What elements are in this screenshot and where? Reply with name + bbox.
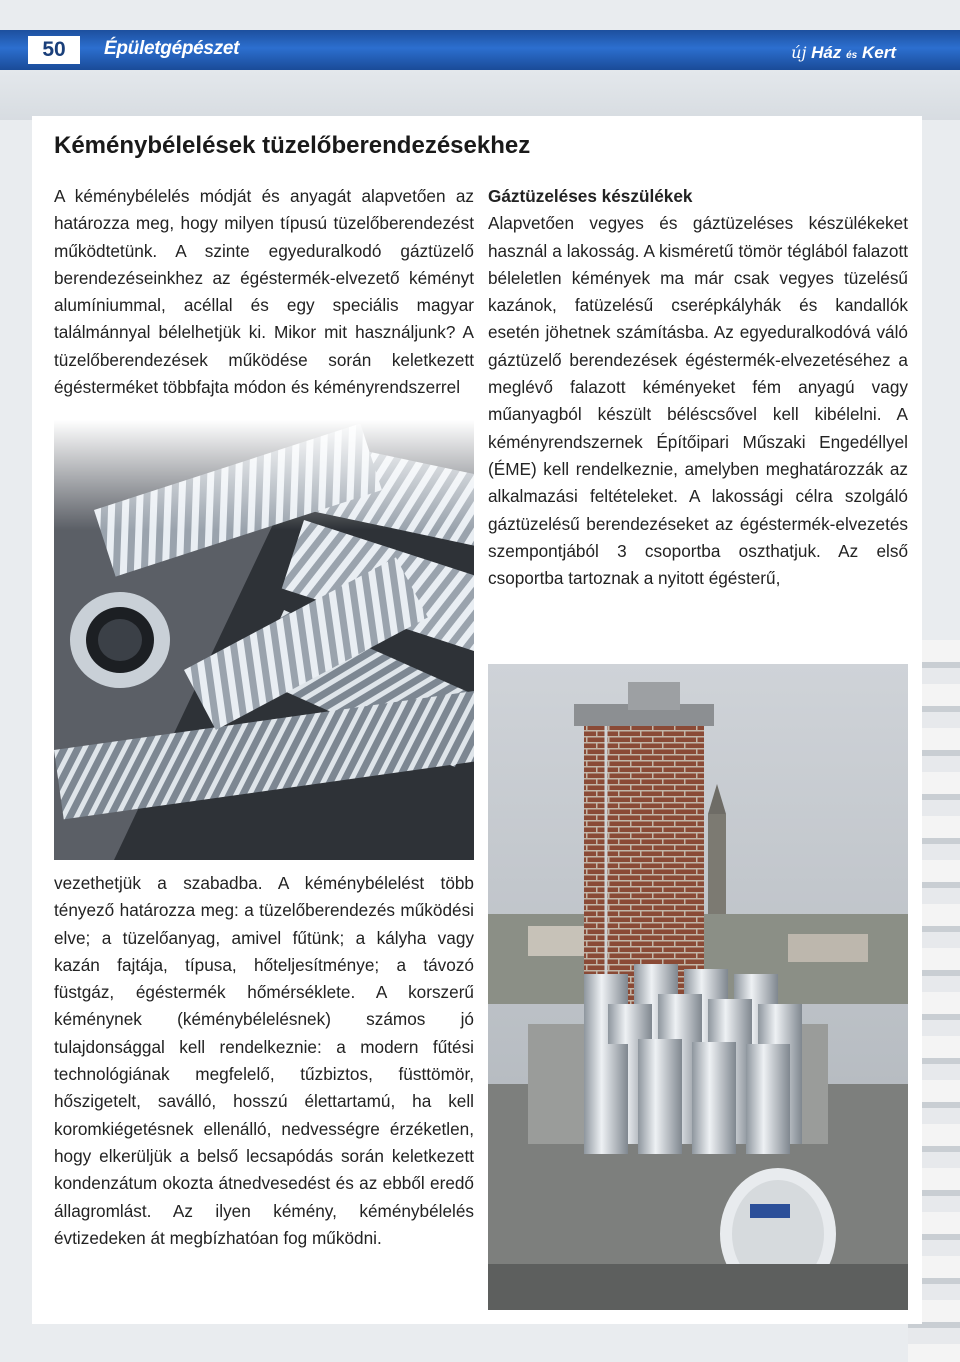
right-body-paragraph: Alapvetően vegyes és gáztüzeléses készülékeket használ a lakosság. A kisméretű tömör téglából falazott béleletlen kémények ma már csak vegyes tüzelésű kazánok, fatüzelésű cserépkályhák és kandallók esetén jöhetnek számításba. Az egyeduralkodóvá váló gáztüzelő berendezések égéstermék-elvezetéséhez a meglévő falazott kéményeket fém anyagú vagy műanyagból készült béléscsővel kell kibélelni. A kéményrendszernek Építőipari Műszaki Engedéllyel (ÉME) kell rendelkeznie, amelyben meghatározzák az alkalmazási feltételeket. A lakossági célra szolgáló gáztüzelésű berendezéseket az égéstermék-elvezetés szempontjából 3 csoportba oszthatjuk. Az első csoportba tartoznak a nyitott égésterű, <box>488 213 908 589</box>
continuation-paragraph: vezethetjük a szabadba. A kéménybélelést több tényező határozza meg: a tüzelőberendezés működési elve; a tüzelőanyag, amivel fűtünk; a kályha vagy kazán fajtája, típusa, hőteljesítménye; a távozó füstgáz, égéstermék hőmérséklete. A korszerű kéménynek (kéménybélelésnek) számos jó tulajdonsággal kell rendelkeznie: a modern fűtési technológiának megfelelő, tűzbiztos, füsttömör, hőszigetelt, saválló, hosszú élettartamú, ha kell koromkiégetésnek ellenálló, nedvességre érzéketlen, hogy elkerüljük a belső lecsapódás során keletkezett kondenzátum okozta átnedvesedést és az ebből eredő állagromlást. Az ilyen kémény, kéménybélelés évtizedeken át megbízhatóan fog működni. <box>54 873 474 1248</box>
page-number: 50 <box>28 36 80 64</box>
subheading: Gáztüzeléses készülékek <box>488 186 693 206</box>
page-header <box>0 30 960 70</box>
right-column <box>488 183 908 592</box>
rooftop-chimney-photo <box>488 664 908 1310</box>
liner-tubes-photo <box>54 420 474 860</box>
background-band <box>0 70 960 120</box>
section-title: Épületgépészet <box>104 38 240 59</box>
magazine-logo: új Ház és Kert <box>791 43 896 62</box>
intro-paragraph: A kéménybélelés módját és anyagát alapvetően az határozza meg, hogy milyen típusú tüzelőberendezést működtetünk. A szinte egyeduralkodó gáztüzelő berendezéseinkhez az égéstermék-elvezető kéményt alumíniummal, acéllal és egy speciális magyar találmánnyal bélelhetjük ki. Mikor mit használjunk? A tüzelőberendezések működése során keletkezett égésterméket többfajta módon és kéményrendszerrel <box>54 186 474 398</box>
article-title: Kéménybélelések tüzelőberendezésekhez <box>54 132 531 159</box>
